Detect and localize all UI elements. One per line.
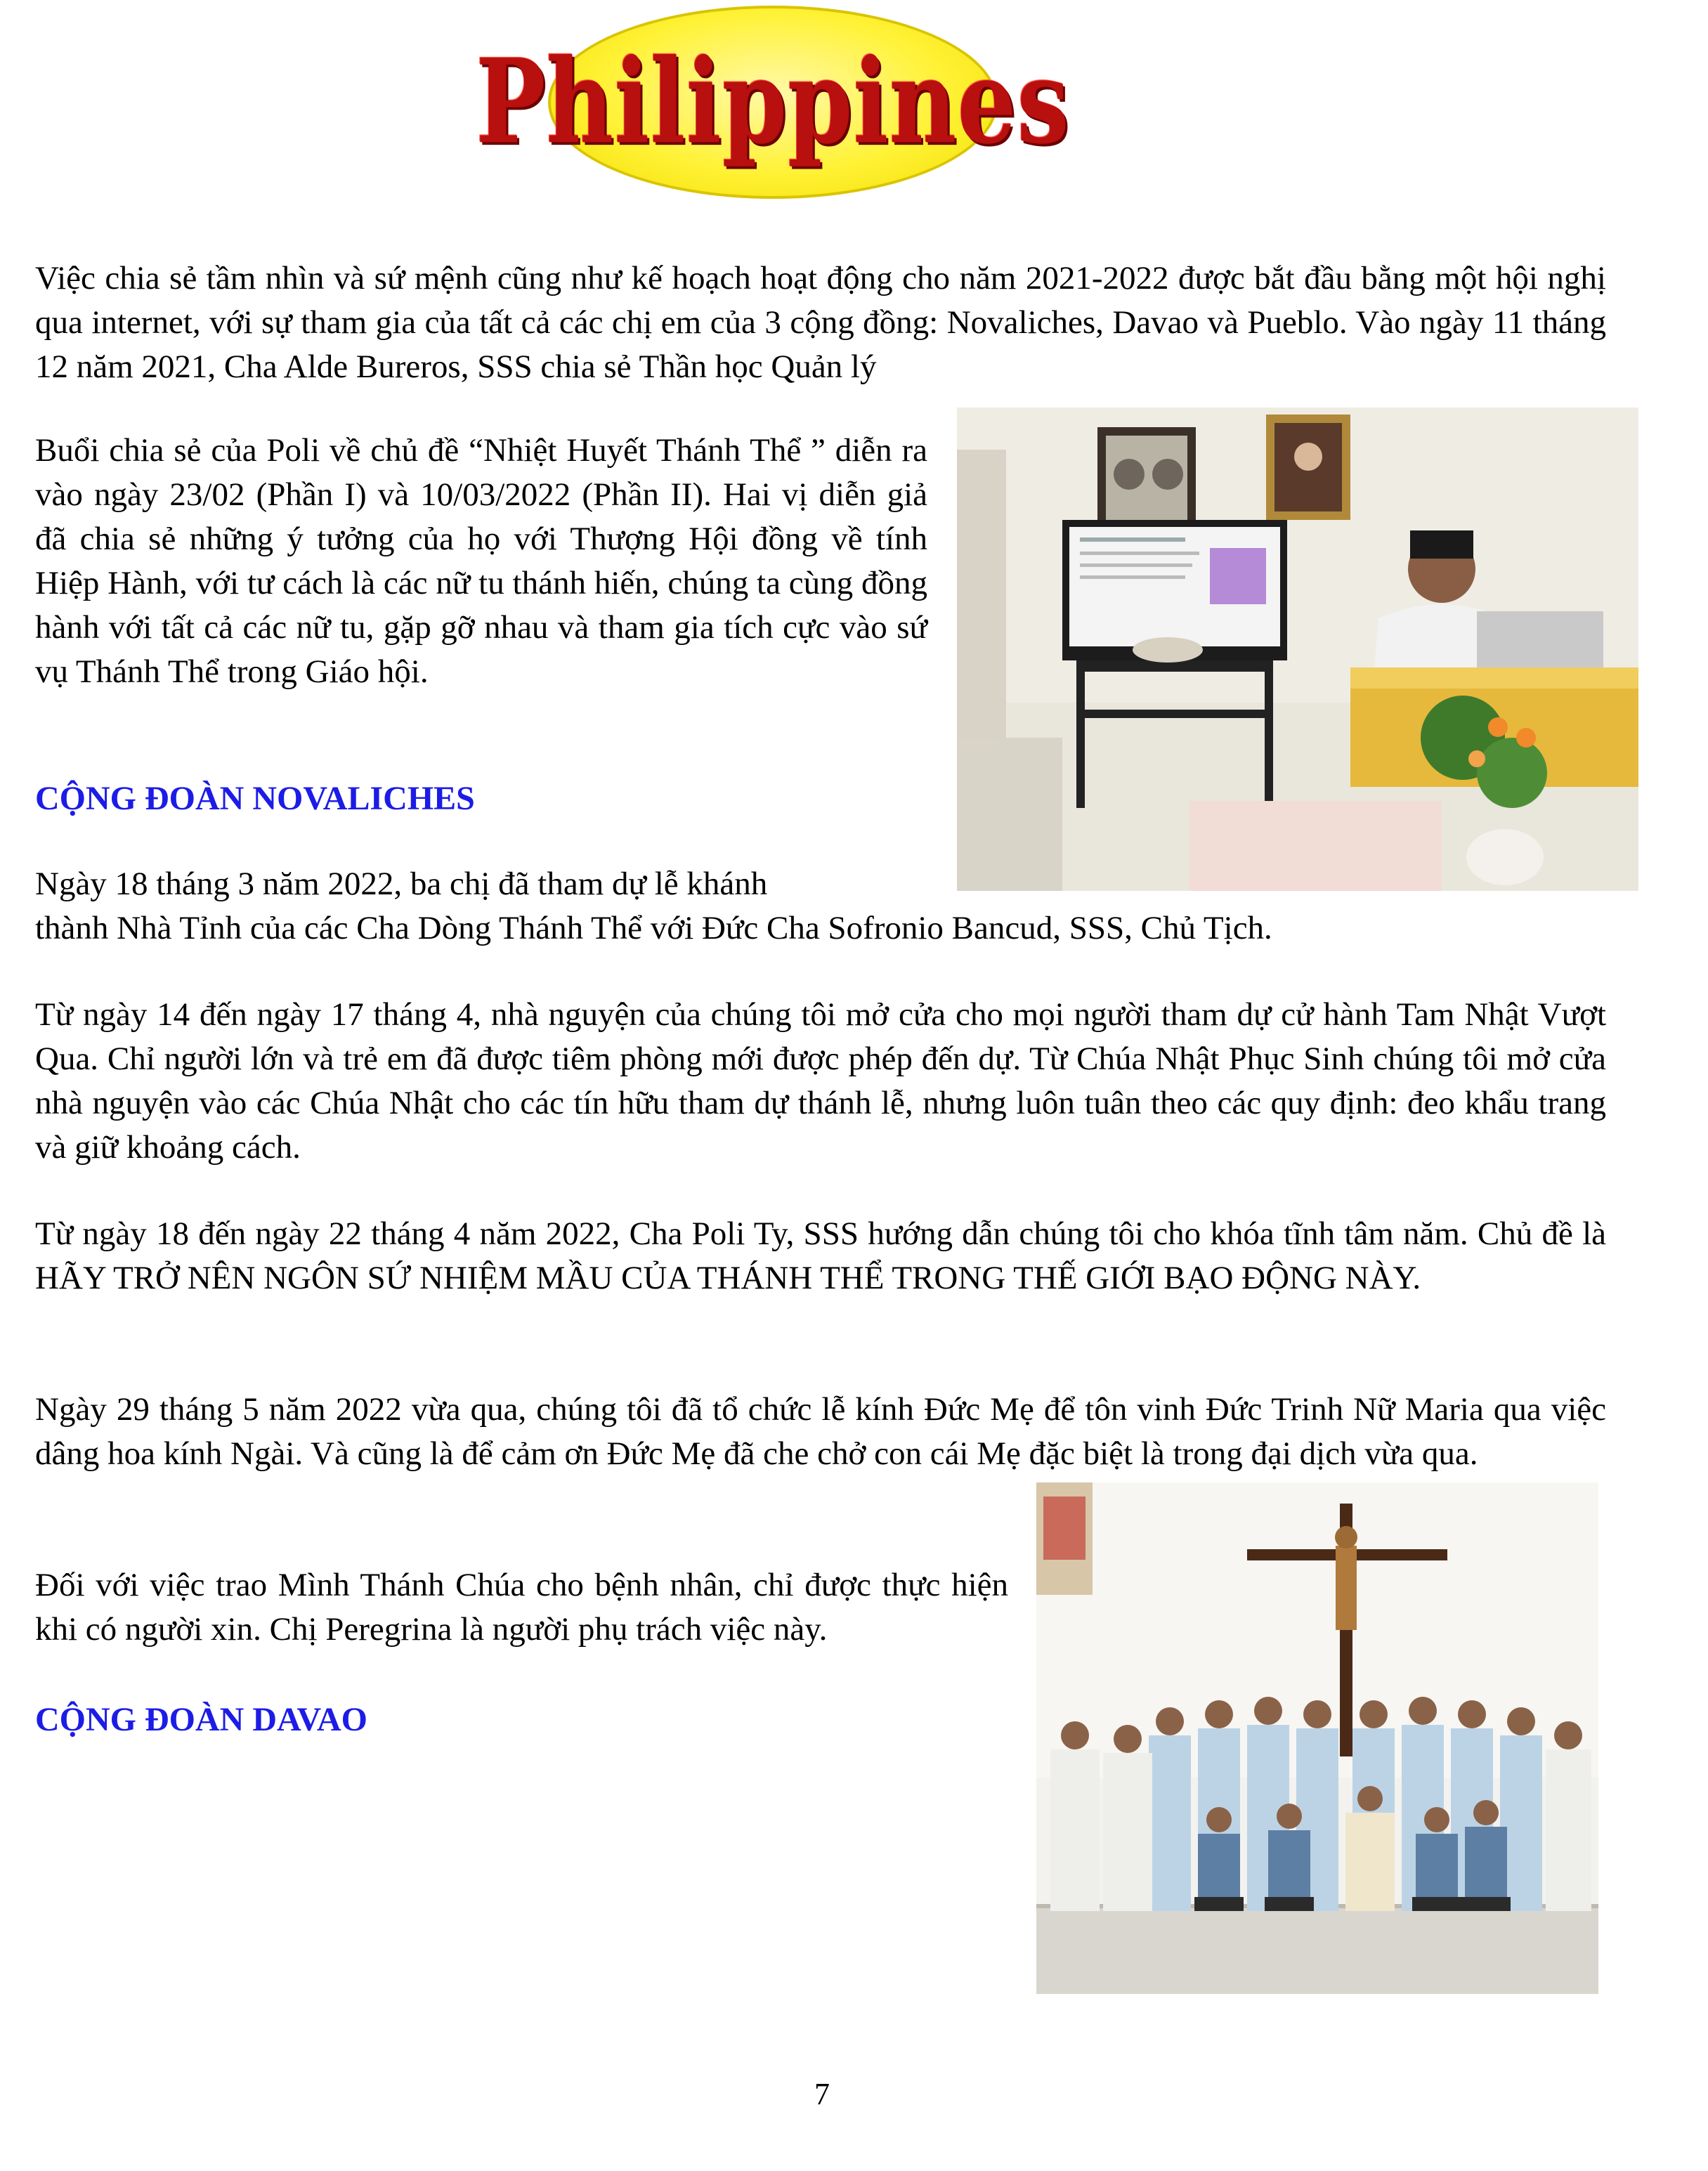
intro-paragraph: Việc chia sẻ tầm nhìn và sứ mệnh cũng như kế hoạch hoạt động cho năm 2021-2022 được bắt đầu bằng một hội nghị qua internet, với sự tham gia của tất cả các chị em của 3 cộng đồng: Novaliches, Davao và Pueblo. Vào ngày 11 tháng 12 năm 2021, Cha Alde Bureros, SSS chia sẻ Thần học Quản lý [35, 260, 1606, 385]
poli-sharing-paragraph: Buổi chia sẻ của Poli về chủ đề “Nhiệt Huyết Thánh Thể ” diễn ra vào ngày 23/02 (Phần I) và 10/03/2022 (Phần II). Hai vị diễn giả đã chia sẻ những ý tưởng của họ với Thượng Hội đồng về tính Hiệp Hành, với tư cách là các nữ tu thánh hiến, chúng ta cùng đồng hành với tất cả các nữ tu, gặp gỡ nhau và tham gia tích cực vào sứ vụ Thánh Thể trong Giáo hội. [35, 432, 927, 690]
section-heading-davao: CỘNG ĐOÀN DAVAO [35, 1701, 367, 1738]
novaliches-p1-line1: Ngày 18 tháng 3 năm 2022, ba chị đã tham dự lễ khánh [35, 866, 768, 902]
section-heading-novaliches: CỘNG ĐOÀN NOVALICHES [35, 780, 475, 817]
novaliches-p1-line2: thành Nhà Tỉnh của các Cha Dòng Thánh Thể với Đức Cha Sofronio Bancud, SSS, Chủ Tịch. [35, 910, 1272, 946]
page-title: Philippines [476, 34, 1070, 171]
novaliches-paragraph-2: Từ ngày 14 đến ngày 17 tháng 4, nhà nguyện của chúng tôi mở cửa cho mọi người tham dự cử hành Tam Nhật Vượt Qua. Chỉ người lớn và trẻ em đã được tiêm phòng mới được phép đến dự. Từ Chúa Nhật Phục Sinh chúng tôi mở cửa nhà nguyện vào các Chúa Nhật cho các tín hữu tham dự thánh lễ, nhưng luôn tuân theo các quy định: đeo khẩu trang và giữ khoảng cách. [35, 996, 1606, 1166]
title-oval [476, 6, 1070, 199]
novaliches-paragraph-5: Đối với việc trao Mình Thánh Chúa cho bệnh nhân, chỉ được thực hiện khi có người xin. Chị Peregrina là người phụ trách việc này. [35, 1567, 1008, 1648]
presentation-photo [957, 408, 1638, 891]
novaliches-paragraph-3: Từ ngày 18 đến ngày 22 tháng 4 năm 2022, Cha Poli Ty, SSS hướng dẫn chúng tôi cho khóa tĩnh tâm năm. Chủ đề là HÃY TRỞ NÊN NGÔN SỨ NHIỆM MẦU CỦA THÁNH THỂ TRONG THẾ GIỚI BẠO ĐỘNG NÀY. [35, 1215, 1606, 1296]
group-photo [1036, 1482, 1598, 1994]
novaliches-paragraph-4: Ngày 29 tháng 5 năm 2022 vừa qua, chúng tôi đã tổ chức lễ kính Đức Mẹ để tôn vinh Đức Trinh Nữ Maria qua việc dâng hoa kính Ngài. Và cũng là để cảm ơn Đức Mẹ đã che chở con cái Mẹ đặc biệt là trong đại dịch vừa qua. [35, 1391, 1606, 1472]
page-number: 7 [814, 2077, 830, 2111]
